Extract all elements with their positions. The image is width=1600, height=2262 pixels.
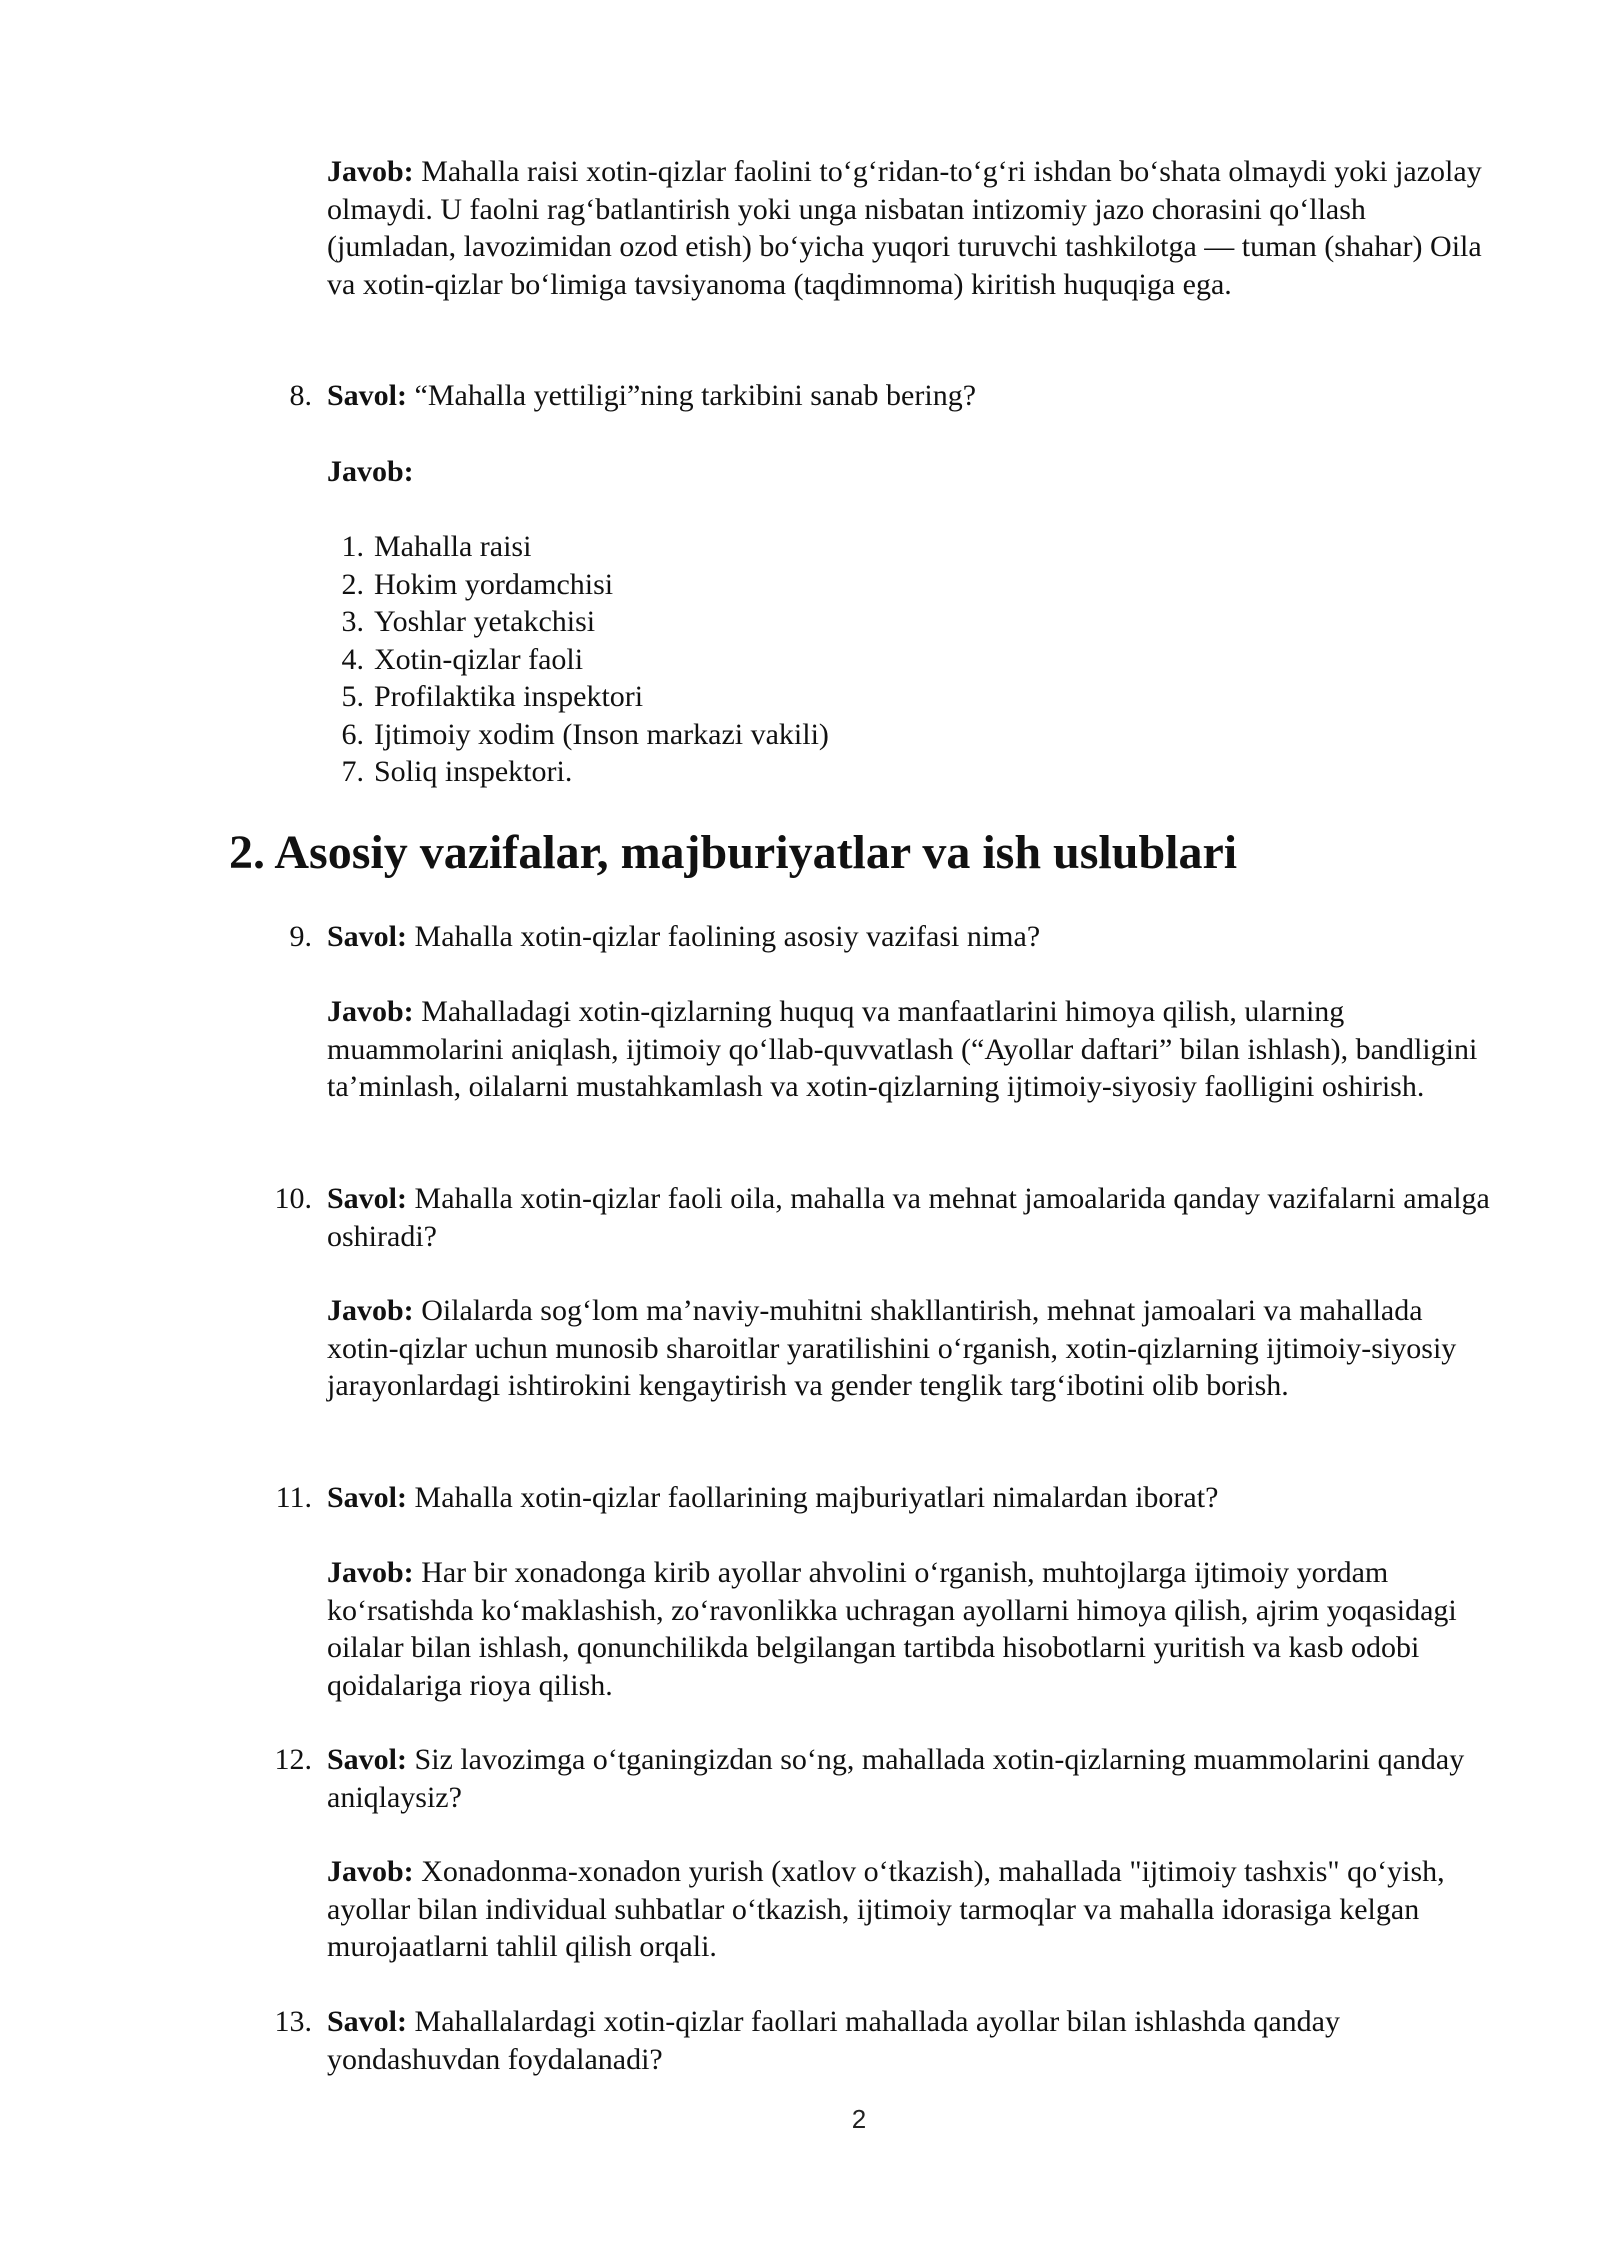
answer-text: Oilalarda sog‘lom ma’naviy-muhitni shakllantirish, mehnat jamoalari va mahallada xotin-qizlar uchun munosib sharoitlar yaratilishini o‘rganish, xotin-qizlarning ijtimoiy-siyosiy jarayonlardagi ishtirokini kengaytirish va gender tenglik targ‘ibotini olib borish. — [327, 1294, 1457, 1402]
question-9 — [289, 918, 1497, 956]
question-label: Savol: — [327, 2005, 408, 2038]
list-item — [341, 678, 829, 716]
answer-paragraph-8 — [327, 453, 1497, 491]
question-text: Mahalla xotin-qizlar faollarining majburiyatlari nimalardan iborat? — [414, 1481, 1219, 1514]
list-item-number: 7. — [341, 755, 364, 788]
question-number: 12. — [274, 1743, 312, 1776]
question-text: Mahalla xotin-qizlar faoli oila, mahalla va mehnat jamoalarida qanday vazifalarni amalga oshiradi? — [327, 1182, 1490, 1253]
page-number: 2 — [851, 2104, 867, 2134]
question-label: Savol: — [327, 1182, 408, 1215]
list-item — [341, 566, 829, 604]
list-item-number: 6. — [341, 717, 364, 751]
list-item-text: Mahalla raisi — [374, 530, 532, 563]
question-13 — [274, 2003, 1497, 2078]
question-number: 13. — [274, 2005, 312, 2038]
answer-label: Javob: — [327, 455, 414, 488]
list-item — [341, 641, 829, 679]
answer-text: Mahalladagi xotin-qizlarning huquq va manfaatlarini himoya qilish, ularning muammolarini aniqlash, ijtimoiy qo‘llab-quvvatlash (“Ayollar daftari” bilan ishlash), bandligini ta’minlash, oilalarni mustahkamlash va xotin-qizlarning ijtimoiy-siyosiy faolligini oshirish. — [327, 995, 1478, 1103]
question-10 — [274, 1180, 1497, 1255]
question-text: Siz lavozimga o‘tganingizdan so‘ng, mahallada xotin-qizlarning muammolarini qanday aniqlaysiz? — [327, 1743, 1465, 1814]
answer-paragraph-7 — [327, 153, 1497, 303]
answer-text: Xonadonma-xonadon yurish (xatlov o‘tkazish), mahallada "ijtimoiy tashxis" qo‘yish, ayollar bilan individual suhbatlar o‘tkazish, ijtimoiy tarmoqlar va mahalla idorasiga kelgan murojaatlarni tahlil qilish orqali. — [327, 1855, 1445, 1963]
question-number: 11. — [275, 1481, 312, 1514]
answer-label: Javob: — [327, 1556, 414, 1589]
list-item-text: Soliq inspektori. — [374, 755, 573, 788]
section-heading: 2. Asosiy vazifalar, majburiyatlar va ish uslublari — [229, 826, 1238, 879]
answer-paragraph-10 — [327, 1292, 1497, 1405]
answer-label: Javob: — [327, 1855, 414, 1888]
list-item-text: Xotin-qizlar faoli — [374, 642, 584, 676]
answer-label: Javob: — [327, 1294, 414, 1327]
question-number: 9. — [289, 920, 312, 953]
question-label: Savol: — [327, 1743, 408, 1776]
list-item-number: 4. — [341, 642, 364, 676]
question-number: 8. — [289, 379, 312, 412]
answer-paragraph-11 — [327, 1554, 1497, 1704]
list-item-number: 3. — [341, 605, 364, 638]
question-text: Mahallalardagi xotin-qizlar faollari mahallada ayollar bilan ishlashda qanday yondashuvdan foydalanadi? — [327, 2005, 1340, 2076]
list-item-text: Hokim yordamchisi — [374, 567, 614, 601]
question-label: Savol: — [327, 920, 408, 953]
question-11 — [275, 1479, 1497, 1517]
list-item-text: Ijtimoiy xodim (Inson markazi vakili) — [374, 717, 829, 751]
list-item — [341, 603, 829, 641]
list-item — [341, 716, 829, 754]
mahalla-yettiligi-list — [341, 528, 829, 791]
list-item — [341, 753, 829, 791]
list-item-text: Yoshlar yetakchisi — [374, 605, 596, 638]
answer-paragraph-9 — [327, 993, 1497, 1106]
question-number: 10. — [274, 1182, 312, 1215]
question-text: “Mahalla yettiligi”ning tarkibini sanab bering? — [414, 379, 977, 412]
question-label: Savol: — [327, 1481, 408, 1514]
list-item — [341, 528, 829, 566]
list-item-number: 5. — [341, 680, 364, 713]
answer-text: Mahalla raisi xotin-qizlar faolini to‘g‘ridan-to‘g‘ri ishdan bo‘shata olmaydi yoki jazolay olmaydi. U faolni rag‘batlantirish yoki unga nisbatan intizomiy jazo chorasini qo‘llash (jumladan, lavozimidan ozod etish) bo‘yicha yuqori turuvchi tashkilotga — tuman (shahar) Oila va xotin-qizlar bo‘limiga tavsiyanoma (taqdimnoma) kiritish huquqiga ega. — [327, 155, 1482, 301]
question-label: Savol: — [327, 379, 408, 412]
answer-label: Javob: — [327, 155, 414, 188]
question-text: Mahalla xotin-qizlar faolining asosiy vazifasi nima? — [414, 920, 1041, 953]
answer-text: Har bir xonadonga kirib ayollar ahvolini o‘rganish, muhtojlarga ijtimoiy yordam ko‘rsatishda ko‘maklashish, zo‘ravonlikka uchragan ayollarni himoya qilish, ajrim yoqasidagi oilalar bilan ishlash, qonunchilikda belgilangan tartibda hisobotlarni yuritish va kasb odobi qoidalariga rioya qilish. — [327, 1556, 1457, 1702]
list-item-number: 1. — [341, 530, 364, 563]
answer-paragraph-12 — [327, 1853, 1497, 1966]
question-8 — [289, 377, 1497, 415]
question-12 — [274, 1741, 1497, 1816]
list-item-number: 2. — [341, 567, 364, 601]
answer-label: Javob: — [327, 995, 414, 1028]
list-item-text: Profilaktika inspektori — [374, 680, 644, 713]
